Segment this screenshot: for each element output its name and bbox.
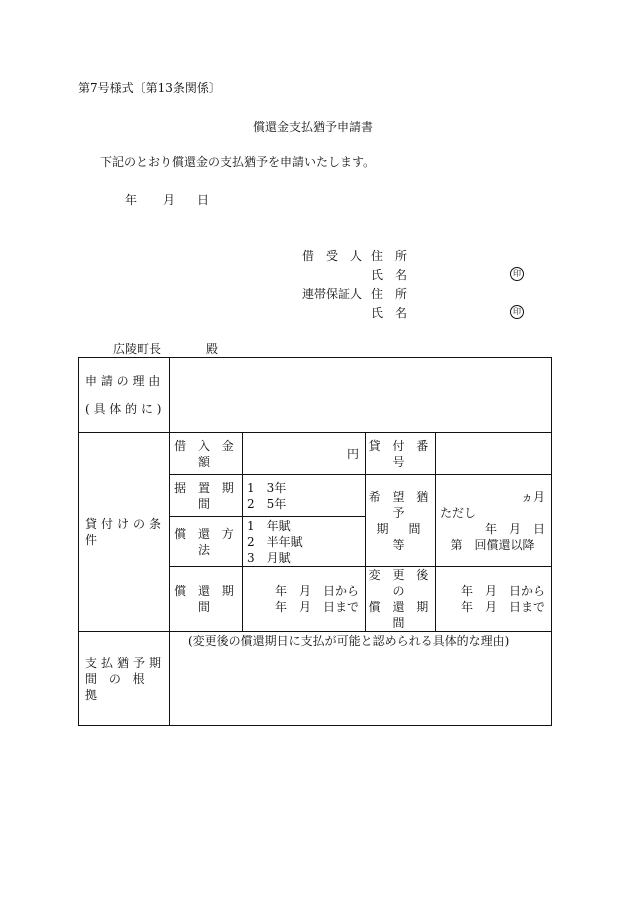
loan-conditions-label: 貸付けの条件 [79, 433, 170, 632]
basis-input-cell[interactable] [170, 632, 552, 726]
guarantor-address-label: 住 所 [371, 287, 408, 301]
date-day: 日 [197, 193, 210, 207]
date-month: 月 [163, 193, 176, 207]
requested-deferment-label: 希 望 猶 予 [368, 489, 433, 520]
repayment-options[interactable] [243, 517, 366, 567]
deferment-period-label: 据 置 期 間 [170, 475, 243, 517]
changed-period-label-cell [366, 567, 436, 632]
form-number: 第7号様式〔第13条関係〕 [78, 81, 221, 95]
loan-number-label: 貸 付 番 号 [366, 433, 436, 475]
borrower-label: 借 受 人 [302, 249, 363, 263]
requested-deferment-label-cell [366, 475, 441, 567]
changed-period-from: 年 月 日から [460, 584, 545, 598]
loan-amount-field[interactable] [243, 433, 366, 475]
addressee-honorific: 殿 [206, 342, 219, 356]
repayment-option[interactable]: 1 年賦 [247, 518, 291, 533]
reason-label-cell [79, 358, 170, 433]
requested-deferment-field[interactable] [436, 475, 552, 567]
application-form-table [78, 357, 552, 726]
intro-text: 下記のとおり償還金の支払猶予を申請いたします。 [100, 155, 376, 169]
yen-unit: 円 [346, 446, 359, 461]
changed-period-sublabel: 償 還 期 間 [368, 600, 433, 630]
repayment-method-label: 償 還 方 法 [170, 517, 243, 567]
guarantor-label: 連帯保証人 [302, 287, 363, 301]
proviso-date: 年 月 日 [484, 521, 545, 536]
requested-deferment-sublabel: 期 間 等 [376, 521, 441, 552]
reason-input-cell[interactable] [170, 358, 552, 433]
addressee-office: 広陵町長 [113, 342, 162, 356]
from-installment-text: 第 回償還以降 [450, 537, 535, 552]
deferment-option[interactable]: 2 5年 [247, 496, 287, 511]
guarantor-seal-icon: 印 [510, 305, 524, 319]
basis-label: 支払猶予期 [85, 655, 166, 670]
basis-note: (変更後の償還期日に支払が可能と認められる具体的な理由) [188, 634, 510, 648]
reason-row [79, 358, 552, 433]
borrower-name-label: 氏 名 [371, 268, 408, 282]
reason-label: 申 請 の 理 由 [85, 374, 161, 388]
document-title: 償還金支払猶予申請書 [253, 120, 374, 134]
reason-sublabel: ( 具 体 的 に ) [85, 402, 162, 416]
loan-number-field[interactable] [436, 433, 552, 475]
loan-amount-label: 借 入 金 額 [170, 433, 243, 475]
loan-amount-row [79, 433, 552, 475]
basis-label-cell [79, 632, 170, 726]
changed-period-field[interactable] [436, 567, 552, 632]
repayment-period-from: 年 月 日から [274, 584, 359, 598]
basis-sublabel: 間 の 根 拠 [85, 671, 149, 702]
borrower-address-label: 住 所 [371, 249, 408, 263]
proviso-text: ただし [440, 505, 477, 520]
deferment-option[interactable]: 1 3年 [247, 480, 287, 495]
repayment-period-field[interactable] [243, 567, 366, 632]
repayment-option[interactable]: 2 半年賦 [247, 534, 303, 549]
repayment-period-to: 年 月 日まで [274, 600, 359, 614]
guarantor-name-label: 氏 名 [371, 306, 408, 320]
deferment-options[interactable] [243, 475, 366, 517]
borrower-seal-icon: 印 [510, 267, 524, 281]
repayment-option[interactable]: 3 月賦 [247, 550, 291, 565]
basis-row [79, 632, 552, 726]
changed-period-label: 変 更 後 の [368, 568, 433, 598]
repayment-period-label: 償 還 期 間 [170, 567, 243, 632]
date-year: 年 [125, 193, 138, 207]
months-unit: ヵ月 [520, 489, 545, 504]
changed-period-to: 年 月 日まで [460, 600, 545, 614]
